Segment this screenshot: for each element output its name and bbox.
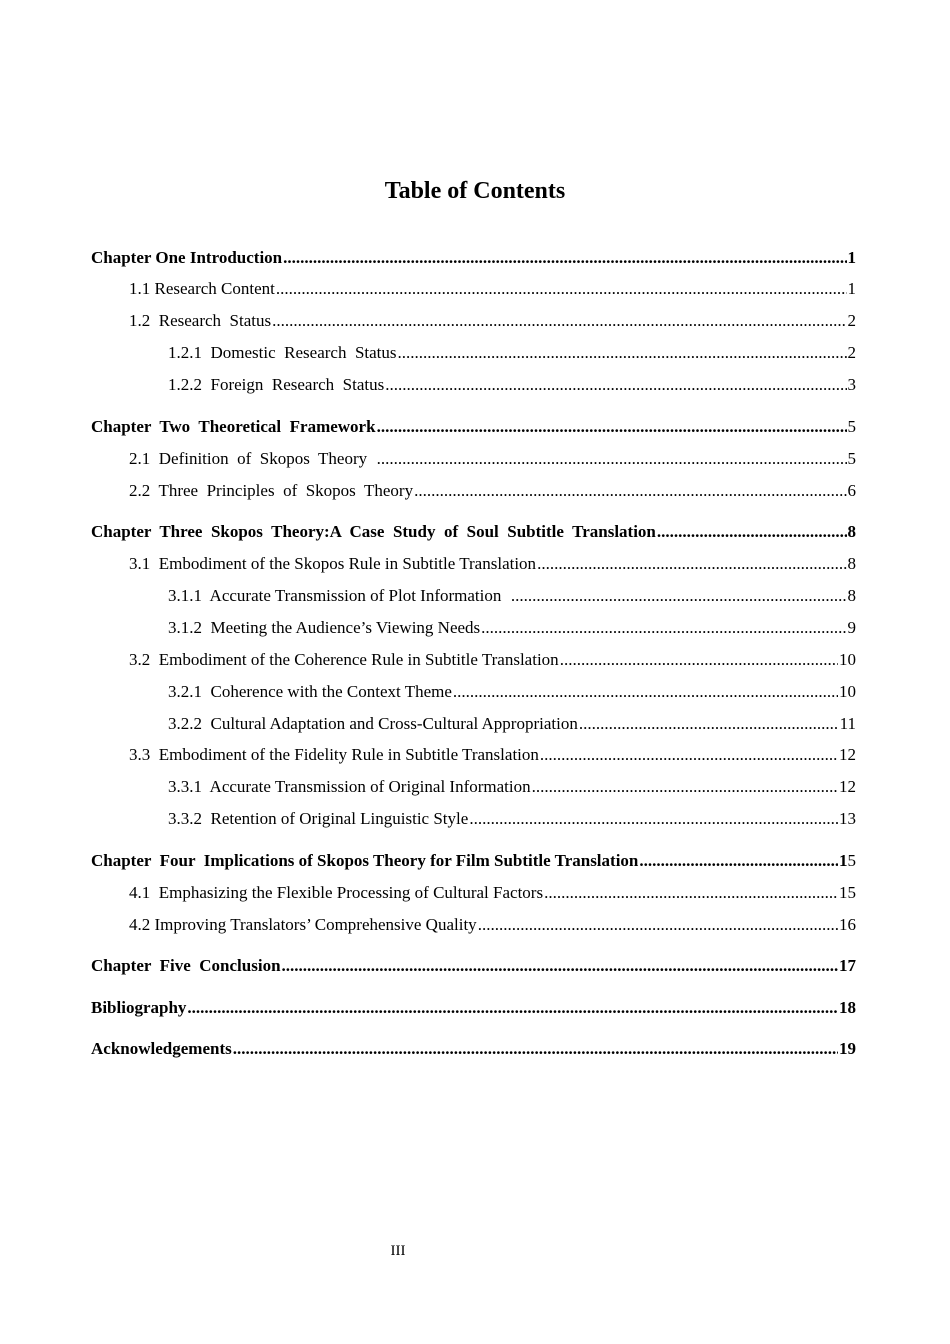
toc-entry-page-bold-digit: 1 — [839, 851, 848, 870]
toc-entry-page: 13 — [839, 809, 856, 828]
toc-entry-label: 1.2 Research Status — [129, 311, 272, 330]
toc-entry-chapter-five[interactable] — [91, 954, 856, 978]
dot-leader — [377, 415, 847, 439]
toc-entry-page: 19 — [839, 1039, 856, 1058]
toc-entry-4-1[interactable] — [129, 881, 856, 905]
dot-leader — [537, 552, 846, 576]
toc-entry-2-1[interactable] — [129, 447, 856, 471]
dot-leader — [639, 849, 838, 873]
toc-entry-label: 1.2.2 Foreign Research Status — [168, 375, 385, 394]
toc-entry-label: 3.1.2 Meeting the Audience’s Viewing Needs — [168, 618, 481, 637]
toc-entry-label: 3.2.2 Cultural Adaptation and Cross-Cultural Appropriation — [168, 714, 578, 733]
toc-entry-page: 2 — [847, 311, 856, 330]
toc-entry-1-2-2[interactable] — [168, 373, 856, 397]
toc-entry-3-2[interactable] — [129, 648, 856, 672]
dot-leader — [469, 807, 838, 831]
toc-entry-chapter-two[interactable] — [91, 415, 856, 439]
dot-leader — [579, 712, 839, 736]
toc-entry-page-normal-digit: 5 — [847, 851, 856, 870]
toc-entry-label: Acknowledgements — [91, 1039, 232, 1058]
toc-entry-page — [839, 849, 856, 873]
dot-leader — [282, 954, 838, 978]
dot-leader — [276, 277, 847, 301]
dot-leader — [414, 479, 846, 503]
toc-entry-chapter-four[interactable] — [91, 849, 856, 873]
toc-entry-page: 8 — [847, 554, 856, 573]
dot-leader — [540, 743, 838, 767]
toc-entry-label: 3.2 Embodiment of the Coherence Rule in Subtitle Translation — [129, 650, 559, 669]
toc-entry-label: 4.2 Improving Translators’ Comprehensive Quality — [129, 915, 477, 934]
toc-entry-page: 6 — [847, 481, 856, 500]
page-number: III — [390, 1243, 406, 1259]
toc-entry-page: 5 — [847, 417, 856, 436]
toc-entry-1-2-1[interactable] — [168, 341, 856, 365]
toc-entry-page: 1 — [847, 279, 856, 298]
toc-entry-3-1-2[interactable] — [168, 616, 856, 640]
toc-entry-page: 15 — [839, 883, 856, 902]
toc-entry-label: 3.1.1 Accurate Transmission of Plot Information — [168, 586, 510, 605]
toc-entry-label: Chapter Four Implications of Skopos Theory for Film Subtitle Translation — [91, 851, 639, 870]
toc-entry-label: 3.3 Embodiment of the Fidelity Rule in Subtitle Translation — [129, 745, 539, 764]
toc-entry-label: Bibliography — [91, 998, 187, 1017]
toc-entry-label: 1.2.1 Domestic Research Status — [168, 343, 397, 362]
toc-entry-label: Chapter One Introduction — [91, 248, 283, 267]
toc-entry-3-2-2[interactable] — [168, 712, 856, 736]
dot-leader — [385, 373, 846, 397]
dot-leader — [398, 341, 847, 365]
toc-entry-label: 2.1 Definition of Skopos Theory — [129, 449, 376, 468]
toc-entry-label: 2.2 Three Principles of Skopos Theory — [129, 481, 414, 500]
toc-entry-label: 3.1 Embodiment of the Skopos Rule in Subtitle Translation — [129, 554, 537, 573]
toc-entry-acknowledgements[interactable] — [91, 1037, 856, 1061]
dot-leader — [560, 648, 838, 672]
toc-entry-1-1[interactable] — [129, 277, 856, 301]
toc-entry-page: 8 — [847, 522, 856, 541]
toc-entry-label: 3.3.1 Accurate Transmission of Original Information — [168, 777, 531, 796]
toc-entry-page: 5 — [847, 449, 856, 468]
toc-entry-chapter-three[interactable] — [91, 520, 856, 544]
dot-leader — [657, 520, 847, 544]
toc-entry-page: 11 — [839, 714, 856, 733]
toc-entry-page: 17 — [839, 956, 856, 975]
toc-entry-page: 2 — [847, 343, 856, 362]
page-title: Table of Contents — [384, 178, 566, 204]
toc-entry-label: 3.2.1 Coherence with the Context Theme — [168, 682, 452, 701]
toc-entry-page: 8 — [847, 586, 856, 605]
toc-entry-label: 3.3.2 Retention of Original Linguistic Style — [168, 809, 469, 828]
toc-entry-1-2[interactable] — [129, 309, 856, 333]
dot-leader — [532, 775, 838, 799]
toc-entry-page: 16 — [839, 915, 856, 934]
toc-entry-3-3-2[interactable] — [168, 807, 856, 831]
dot-leader — [233, 1037, 838, 1061]
toc-entry-page: 3 — [847, 375, 856, 394]
dot-leader — [283, 246, 846, 270]
dot-leader — [544, 881, 838, 905]
toc-entry-page: 18 — [839, 998, 856, 1017]
toc-entry-label: 1.1 Research Content — [129, 279, 275, 298]
toc-entry-page: 10 — [839, 650, 856, 669]
toc-entry-3-1[interactable] — [129, 552, 856, 576]
toc-entry-page: 12 — [839, 777, 856, 796]
toc-entry-label: Chapter Two Theoretical Framework — [91, 417, 376, 436]
toc-entry-2-2[interactable] — [129, 479, 856, 503]
dot-leader — [453, 680, 838, 704]
toc-entry-label: 4.1 Emphasizing the Flexible Processing of Cultural Factors — [129, 883, 544, 902]
dot-leader — [481, 616, 846, 640]
toc-entry-3-1-1[interactable] — [168, 584, 856, 608]
toc-entry-page: 1 — [847, 248, 856, 267]
dot-leader — [187, 996, 838, 1020]
toc-entry-3-3[interactable] — [129, 743, 856, 767]
toc-entry-page: 12 — [839, 745, 856, 764]
toc-entry-label: Chapter Five Conclusion — [91, 956, 281, 975]
dot-leader — [511, 584, 847, 608]
toc-entry-bibliography[interactable] — [91, 996, 856, 1020]
toc-entry-page: 9 — [847, 618, 856, 637]
toc-entry-3-3-1[interactable] — [168, 775, 856, 799]
toc-entry-page: 10 — [839, 682, 856, 701]
dot-leader — [478, 913, 838, 937]
toc-entry-label: Chapter Three Skopos Theory:A Case Study of Soul Subtitle Translation — [91, 522, 656, 541]
toc-entry-4-2[interactable] — [129, 913, 856, 937]
dot-leader — [377, 447, 847, 471]
dot-leader — [272, 309, 846, 333]
toc-entry-chapter-one[interactable] — [91, 246, 856, 270]
toc-entry-3-2-1[interactable] — [168, 680, 856, 704]
